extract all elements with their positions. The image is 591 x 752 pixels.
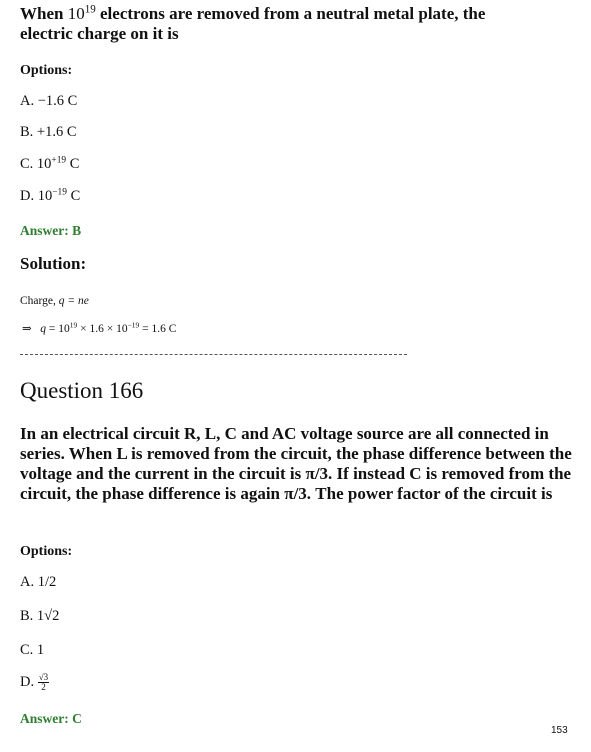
option-value: +1.6 C xyxy=(36,124,77,140)
option-a[interactable] xyxy=(20,93,77,110)
option-value: −1.6 C xyxy=(37,93,78,109)
page-number: 153 xyxy=(551,725,568,736)
solution-math: = 1.6 C xyxy=(139,323,177,335)
question-text-part: When xyxy=(20,4,68,23)
option-unit: C xyxy=(69,156,80,172)
answer-label: Answer: B xyxy=(20,223,82,238)
option-letter: B. xyxy=(20,124,34,140)
solution-math: q = ne xyxy=(58,295,89,307)
implies-arrow: ⇒ xyxy=(22,323,32,335)
option-letter: D. xyxy=(20,673,35,690)
solution-math: × 1.6 × 10 xyxy=(77,323,128,335)
option-a[interactable] xyxy=(20,574,56,591)
option-d[interactable] xyxy=(20,673,49,692)
option-d[interactable] xyxy=(20,188,80,205)
question-text-part: electrons are removed from a neutral metal plate, the xyxy=(95,4,486,23)
solution-label: Solution: xyxy=(20,254,87,273)
power-exponent: −19 xyxy=(52,187,67,198)
option-letter: C. xyxy=(20,642,34,658)
solution-math: = 10 xyxy=(46,323,70,335)
power-exponent: −19 xyxy=(127,320,140,330)
power-exponent: +19 xyxy=(51,155,67,166)
section-divider xyxy=(20,354,407,355)
option-unit: C xyxy=(70,188,81,204)
option-value: 1√2 xyxy=(36,608,60,624)
option-value: 1 xyxy=(36,642,45,658)
power-exponent: 19 xyxy=(84,3,96,16)
option-letter: D. xyxy=(20,188,35,204)
power-exponent: 19 xyxy=(69,320,78,330)
solution-math: q xyxy=(40,323,47,335)
power-base: 10 xyxy=(36,156,52,172)
fraction xyxy=(38,673,49,692)
solution-text: Charge, xyxy=(20,295,59,307)
question-text xyxy=(20,4,580,44)
question-title: Question 166 xyxy=(20,378,144,403)
option-c[interactable] xyxy=(20,642,44,659)
power-base: 10 xyxy=(67,4,85,23)
question-text-part: electric charge on it is xyxy=(20,24,179,43)
option-letter: C. xyxy=(20,156,34,172)
option-letter: A. xyxy=(20,574,35,590)
options-label: Options: xyxy=(20,544,73,559)
answer-label: Answer: C xyxy=(20,711,82,726)
option-b[interactable] xyxy=(20,124,77,141)
options-label: Options: xyxy=(20,63,73,78)
fraction-denominator: 2 xyxy=(41,682,46,692)
option-letter: A. xyxy=(20,93,35,109)
solution-line xyxy=(22,321,176,335)
question-text: In an electrical circuit R, L, C and AC voltage source are all connected in series. When L is removed from the circuit, the phase difference between the voltage and the current in the circuit is π/3. If instead C is removed from the circuit, the phase difference is again π/3. The power factor of the circuit is xyxy=(20,424,572,503)
fraction-numerator: √3 xyxy=(38,672,49,682)
option-letter: B. xyxy=(20,608,34,624)
power-base: 10 xyxy=(37,188,53,204)
option-b[interactable] xyxy=(20,608,59,625)
solution-line xyxy=(20,295,89,307)
option-c[interactable] xyxy=(20,156,79,173)
option-value: 1/2 xyxy=(37,574,57,590)
